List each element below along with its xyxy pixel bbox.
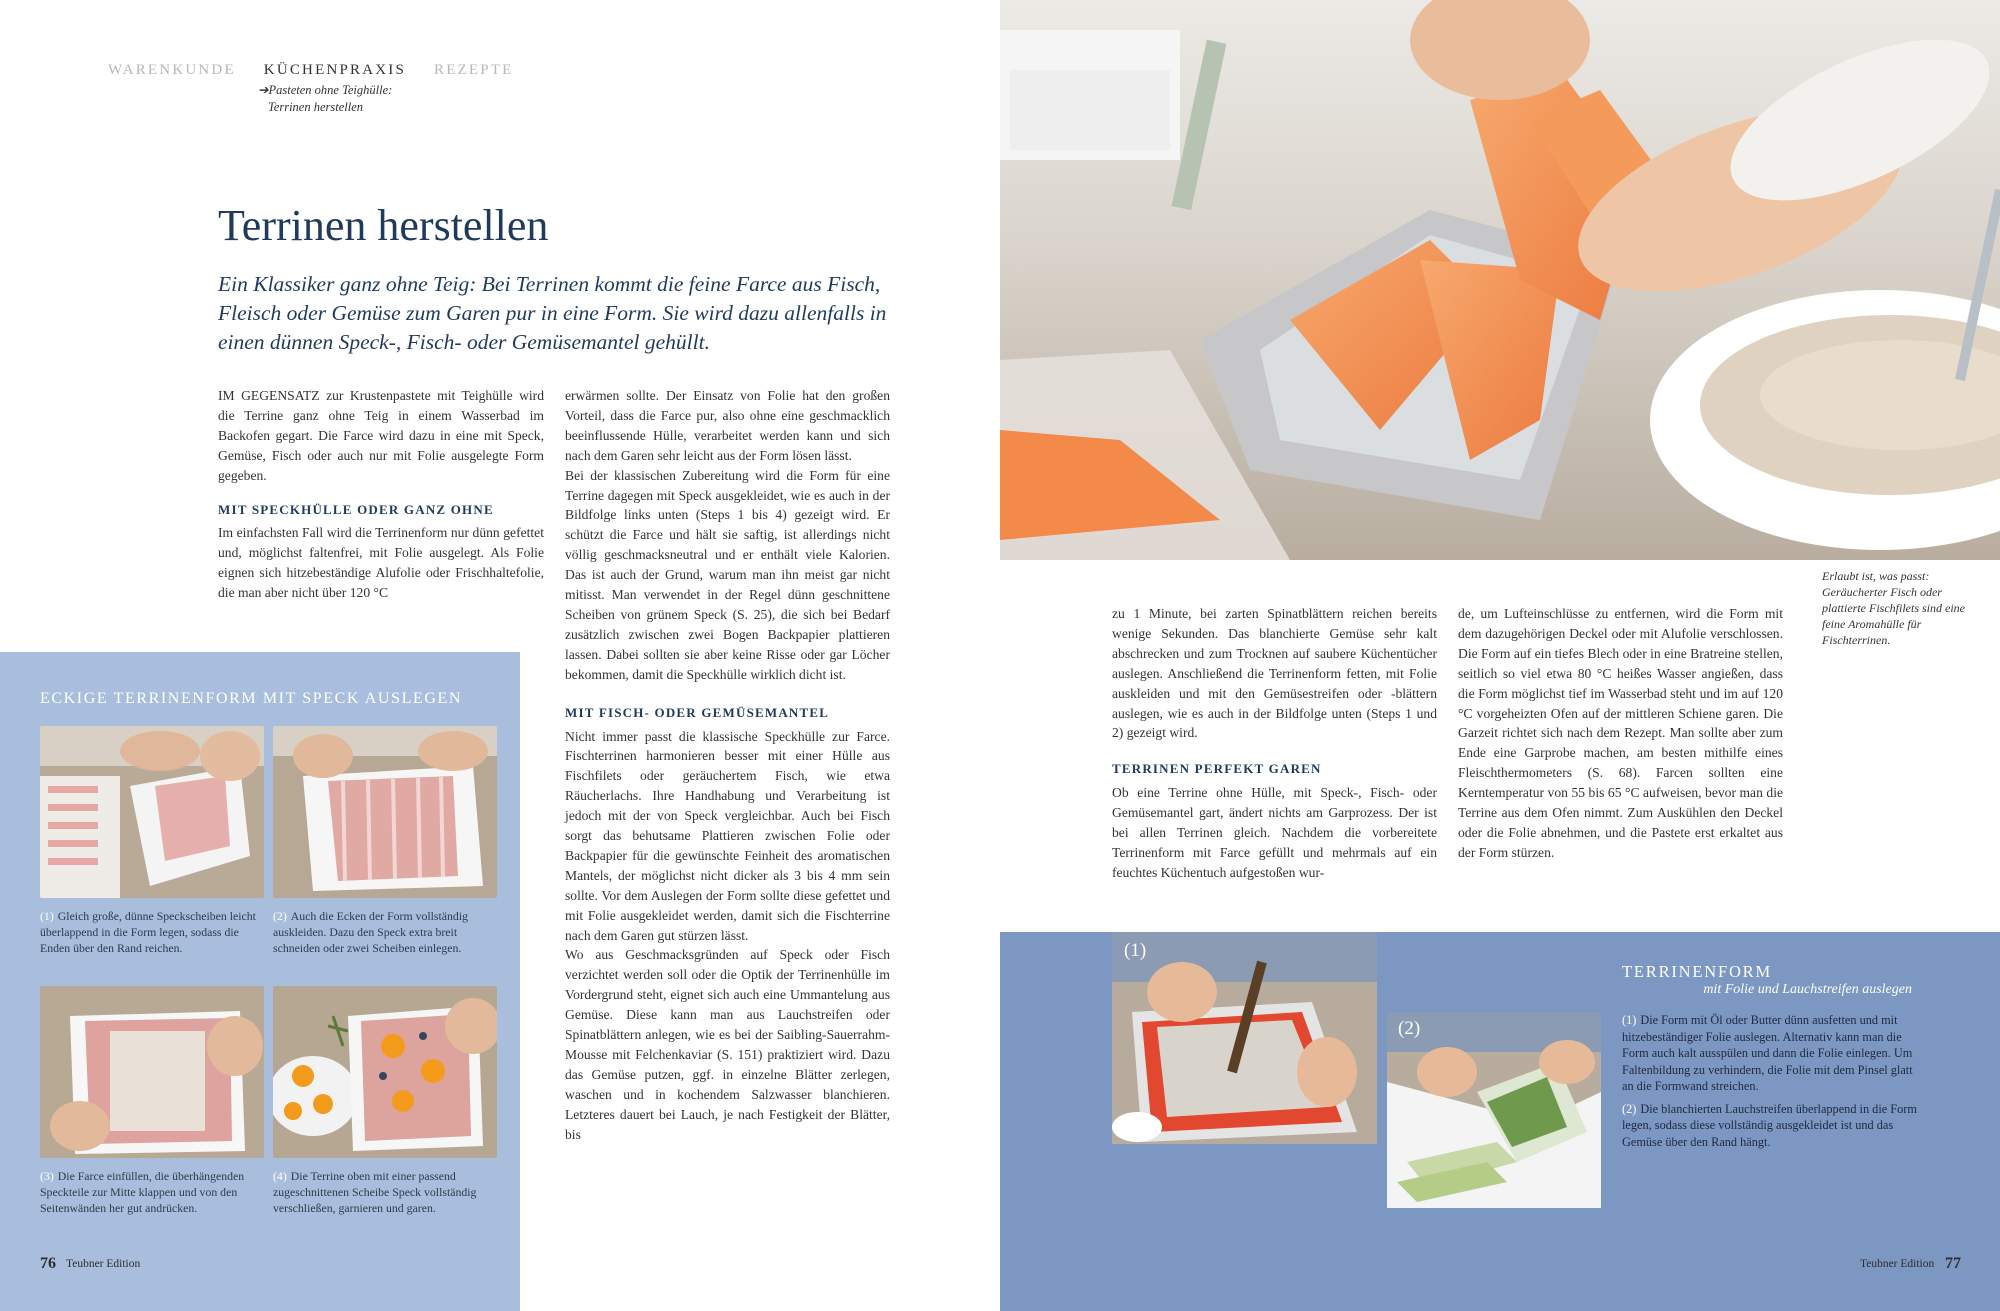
page-title: Terrinen herstellen [218,201,549,250]
step-text: Die Terrine oben mit einer passend zugeschnittenen Scheibe Speck vollständig verschließen, garnieren und garen. [273,1169,477,1215]
step-box-lauch [1000,932,2000,1311]
step-3-photo [40,986,264,1158]
lauch-box-title: TERRINENFORM [1622,962,1772,981]
step-number: (4) [273,1169,287,1183]
step-4-caption [273,1168,501,1216]
photo-caption: Erlaubt ist, was passt: Geräucherter Fisch oder plattierte Fischfilets sind eine feine Aromahülle für Fischterrinen. [1822,569,1965,647]
intro-paragraph: IM GEGENSATZ zur Krustenpastete mit Teighülle wird die Terrine ganz ohne Teig in einem Wasserbad im Backofen gegart. Die Farce wird dazu in eine mit Speck, Gemüse, Fisch oder auch nur mit Folie ausgelegte Form gegeben. [218,388,544,483]
nav-warenkunde[interactable]: WARENKUNDE [108,62,236,78]
step-text: Gleich große, dünne Speckscheiben leicht überlappend in die Form legen, sodass die Enden über den Rand reichen. [40,909,256,955]
lead-text: Ein Klassiker ganz ohne Teig: Bei Terrinen kommt die feine Farce aus Fisch, Fleisch oder Gemüse zum Garen pur in eine Form. Sie wird dazu allenfalls in einen dünnen Speck-, Fisch- oder Gemüsemantel gehüllt. [218,272,887,354]
section-nav [108,62,536,79]
lauch-box-subtitle: mit Folie und Lauchstreifen auslegen [1703,982,1912,997]
lauch-step-2-text [1622,1101,1917,1151]
step-text: Auch die Ecken der Form vollständig auskleiden. Dazu den Speck extra breit schneiden oder zwei Scheiben einlegen. [273,909,469,955]
text-column-3 [1112,604,1437,883]
paragraph: Ob eine Terrine ohne Hülle, mit Speck-, Fisch- oder Gemüsemantel gart, ändert nichts am Garprozess. Der ist bei allen Terrinen gleich. Nachdem die vorbereitete Terrinenform mit Farce gefüllt und mehrmals auf ein feuchtes Küchentuch aufgestoßen wur- [1112,785,1437,880]
step-3-caption [40,1168,268,1216]
section-heading-fischmantel: MIT FISCH- ODER GEMÜSEMANTEL [565,704,830,720]
text-column-2 [565,386,890,1145]
nav-kuechenpraxis[interactable]: KÜCHENPRAXIS [263,62,407,78]
page-number-left: 76 [40,1255,56,1272]
paragraph: zu 1 Minute, bei zarten Spinatblättern reichen bereits wenige Sekunden. Das blanchierte Gemüse sehr kalt abschrecken und zum Trocknen auf saubere Küchentücher auslegen. Anschließend die Terrinenform fetten, mit Folie auskleiden und mit den Gemüsestreifen oder -blättern auslegen, wie es auch in der Bildfolge unten (Steps 1 und 2) gezeigt wird. [1112,606,1437,741]
page-number-right: 77 [1945,1255,1961,1272]
step-2-photo [273,726,497,898]
step-number: (1) [1622,1013,1637,1027]
salmon-terrine-photo [1000,0,2000,560]
photo-number-1: (1) [1124,940,1147,961]
step-number: (2) [1622,1101,1637,1116]
nav-subsection[interactable] [258,82,392,116]
step-1-photo [40,726,264,898]
lauch-step-1-text [1622,1012,1917,1095]
paragraph: Wo aus Geschmacksgründen auf Speck oder Fisch verzichtet werden soll oder die Optik der Terrinenhülle im Vordergrund steht, eignet sich auch eine Ummantelung aus Gemüse. Diese kann man aus Lauchstreifen oder Spinatblättern anlegen, wie es bei der Saibling-Sauerrahm-Mousse mit Felchenkaviar (S. 151) praktiziert wird. Dazu das Gemüse putzen, ggf. in einzelne Blätter zerlegen, waschen und in kochendem Salzwasser blanchieren. Letzteres dauert bei Lauch, je nach Festigkeit der Blätter, bis [565,947,890,1142]
paragraph: de, um Lufteinschlüsse zu entfernen, wird die Form mit dem dazugehörigen Deckel oder mit Alufolie verschlossen. Die Form auf ein tiefes Blech oder in eine Bratreine stellen, seitlich so viel etwa 80 °C heißes Wasser angießen, dass die Form möglichst tief im Wasserbad steht und im auf 120 °C vorgeheizten Ofen auf der mittleren Schiene garen. Die Garzeit richtet sich nach dem Rezept. Man sollte aber zum Ende eine Garprobe machen, am besten mithilfe eines Fleischthermometers (S. 68). Farcen sollten eine Kerntemperatur von 55 bis 65 °C aufweisen, bevor man die Terrine aus dem Ofen nimmt. Zum Auskühlen den Deckel oder die Folie abnehmen, und die Pastete erst erkaltet aus der Form stürzen. [1458,606,1784,860]
edition-label-right: Teubner Edition [1860,1258,1935,1270]
right-page [1000,0,2000,1311]
step-text: Die blanchierten Lauchstreifen überlappend in die Form legen, sodass diese vollständig ausgekleidet ist und das Gemüse über den Rand hängt. [1622,1101,1917,1149]
step-number: (2) [273,909,287,923]
step-box-title: ECKIGE TERRINENFORM MIT SPECK AUSLEGEN [40,690,463,707]
text-column-4 [1458,604,1783,863]
nav-sub-line-2: Terrinen herstellen [268,100,364,114]
paragraph: Nicht immer passt die klassische Speckhülle zur Farce. Fischterrinen harmonieren besser mit einer Hülle aus Fischfilets oder geräuchertem Fisch, wie etwa Räucherlachs. Ihre Handhabung und Verarbeitung ist jedoch mit der von Speck vergleichbar. Auch bei Fisch sorgt das behutsame Plattieren zwischen Folie oder Backpapier für die gewünschte Feinheit des aromatischen Mantels, der möglichst nicht dicker als 3 bis 4 mm sein sollte. Vor dem Auslegen der Form sollte diese gefettet und mit Folie ausgekleidet werden, damit sich die Fischterrine nach dem Garen gut stürzen lässt. [565,728,890,943]
step-2-caption [273,908,501,956]
paragraph: Im einfachsten Fall wird die Terrinenform nur dünn gefettet und, möglichst faltenfrei, mit Folie ausgelegt. Als Folie eignen sich hitzebeständige Alufolie oder Frischhaltefolie, die man aber nicht über 120 °C [218,525,544,601]
step-text: Die Form mit Öl oder Butter dünn ausfetten und mit hitzebeständiger Folie auslegen. Alternativ kann man die Form auch kalt ausspülen und dann die Folie einlegen. Um Faltenbildung zu verhindern, die Folie mit dem Pinsel glatt an die Formwand streichen. [1622,1013,1913,1093]
lauch-step-1-photo [1112,932,1377,1144]
step-4-photo [273,986,497,1158]
step-number: (1) [40,909,54,923]
step-number: (3) [40,1169,54,1183]
paragraph: erwärmen sollte. Der Einsatz von Folie hat den großen Vorteil, dass die Farce pur, also ohne eine geschmacklich beeinflussende Hülle, verarbeitet werden kann und sich nach dem Garen sehr leicht aus der Form lösen lässt. [565,388,890,463]
lauch-step-2-photo [1387,1012,1601,1208]
photo-number-2: (2) [1398,1018,1421,1039]
step-text: Die Farce einfüllen, die überhängenden Speckteile zur Mitte klappen und von den Seitenwänden her gut andrücken. [40,1169,245,1215]
step-box-speck [0,652,520,1311]
paragraph: Bei der klassischen Zubereitung wird die Form für eine Terrine dagegen mit Speck ausgekleidet, wie es auch in der Bildfolge links unten (Steps 1 bis 4) gezeigt wird. Er schützt die Farce und hält sie saftig, ist allerdings nicht völlig geschmacksneutral und er enthält viele Kalorien. Das ist auch der Grund, warum man ihn meist gar nicht mitisst. Man verwendet in der Regel dünn geschnittene Scheiben von grünem Speck (S. 25), die sich bei Bedarf zusätzlich zwischen zwei Bogen Backpapier plattieren lassen. Dabei sollten sie aber keine Risse oder gar Löcher bekommen, damit die Speckhülle wirklich dicht ist. [565,467,890,682]
section-heading-garen: TERRINEN PERFEKT GAREN [1112,761,1322,777]
edition-label-left: Teubner Edition [66,1258,141,1270]
text-column-1 [218,386,544,603]
nav-sub-line-1: ➔Pasteten ohne Teighülle: [258,83,393,97]
step-1-caption [40,908,268,956]
section-heading-speckhuelle: MIT SPECKHÜLLE ODER GANZ OHNE [218,501,494,517]
nav-rezepte[interactable]: REZEPTE [433,62,514,78]
lauch-box-steps [1622,1012,1917,1156]
